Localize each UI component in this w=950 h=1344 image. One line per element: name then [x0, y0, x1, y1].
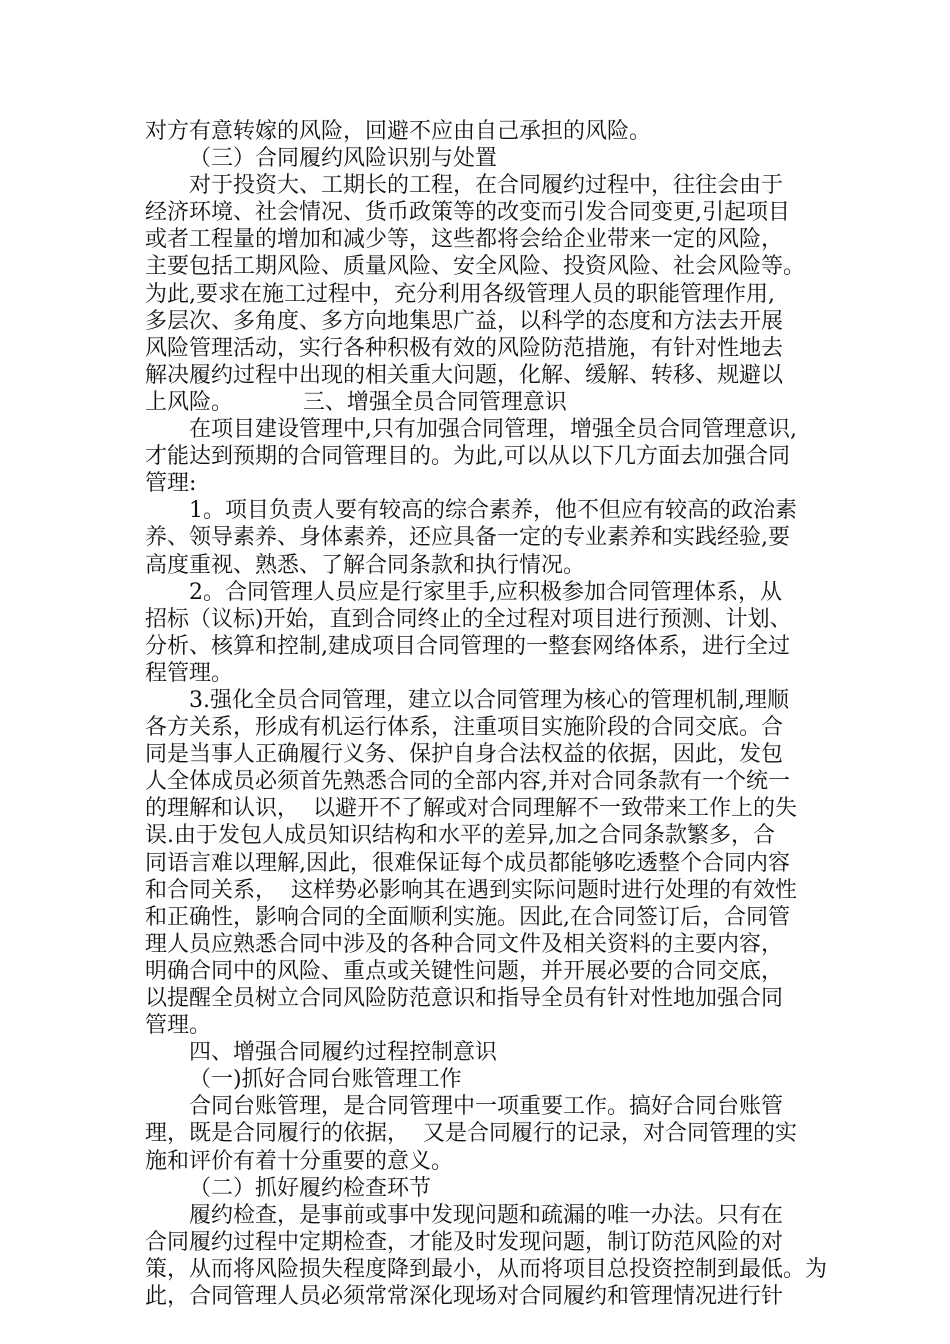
text-line: 招标（议标)开始，直到合同终止的全过程对项目进行预测、计划、	[145, 606, 792, 632]
text-line: 同是当事人正确履行义务、保护自身合法权益的依据，因此，发包	[145, 742, 784, 768]
text-line: 此，合同管理人员必须常常深化现场对合同履约和管理情况进行针	[145, 1284, 784, 1310]
text-line: 同语言难以理解,因此，很难保证每个成员都能够吃透整个合同内容	[145, 850, 790, 876]
text-line: 的理解和认识， 以避开不了解或对合同理解不一致带来工作上的失	[145, 796, 797, 822]
subsection-heading: （二）抓好履约检查环节	[189, 1175, 432, 1201]
text-line: 管理。	[145, 1013, 212, 1039]
text-line: 以提醒全员树立合同风险防范意识和指导全员有针对性地加强合同	[145, 986, 784, 1011]
text-line: 对方有意转嫁的风险，回避不应由自己承担的风险。	[145, 119, 652, 144]
text-line: 为此,要求在施工过程中，充分利用各级管理人员的职能管理作用,	[145, 281, 775, 307]
list-item-2: 2。合同管理人员应是行家里手,应积极参加合同管理体系，从	[189, 579, 782, 605]
text-line: 理人员应熟悉合同中涉及的各种合同文件及相关资料的主要内容，	[145, 931, 784, 957]
text-line: 在项目建设管理中,只有加强合同管理，增强全员合同管理意识,	[189, 417, 797, 443]
text-line: 或者工程量的增加和减少等，这些都将会给企业带来一定的风险，	[145, 227, 784, 253]
subsection-heading: （一)抓好合同台账管理工作	[189, 1067, 462, 1093]
text-line: 风险管理活动，实行各种积极有效的风险防范措施，有针对性地去	[145, 335, 784, 361]
text-line: 才能达到预期的合同管理目的。为此,可以从以下几方面去加强合同	[145, 444, 790, 470]
text-line: 管理:	[145, 471, 197, 497]
document-body	[145, 118, 828, 1310]
text-line: 策，从而将风险损失程度降到最小，从而将项目总投资控制到最低。为	[145, 1256, 828, 1282]
list-item-3: 3.强化全员合同管理，建立以合同管理为核心的管理机制,理顺	[189, 687, 789, 713]
text-line: 各方关系，形成有机运行体系，注重项目实施阶段的合同交底。合	[145, 715, 784, 741]
text-line: 主要包括工期风险、质量风险、安全风险、投资风险、社会风险等。	[145, 254, 806, 280]
text-line: 合同履约过程中定期检查，才能及时发现问题，制订防范风险的对	[145, 1229, 784, 1255]
text-line: 分析、核算和控制,建成项目合同管理的一整套网络体系，进行全过	[145, 633, 790, 659]
text-line: 对于投资大、工期长的工程，在合同履约过程中，往往会由于	[189, 173, 784, 199]
text-line: 理，既是合同履行的依据， 又是合同履行的记录，对合同管理的实	[145, 1121, 797, 1147]
text-line: 误.由于发包人成员知识结构和水平的差异,加之合同条款繁多，合	[145, 823, 775, 849]
text-line: 养、领导素养、身体素养，还应具备一定的专业素养和实践经验,要	[145, 525, 790, 551]
section-heading: 四、增强合同履约过程控制意识	[189, 1040, 498, 1066]
text-line: 和正确性，影响合同的全面顺利实施。因此,在合同签订后，合同管	[145, 904, 790, 930]
text-line: 解决履约过程中出现的相关重大问题，化解、缓解、转移、规避以	[145, 362, 784, 388]
text-line: 程管理。	[145, 660, 234, 686]
text-line: 人全体成员必须首先熟悉合同的全部内容,并对合同条款有一个统一	[145, 769, 790, 795]
text-line: 明确合同中的风险、重点或关键性问题，并开展必要的合同交底，	[145, 958, 784, 984]
list-item-1: 1。项目负责人要有较高的综合素养，他不但应有较高的政治素	[189, 498, 797, 524]
text-line: 履约检查，是事前或事中发现问题和疏漏的唯一办法。只有在	[189, 1202, 784, 1228]
text-line: 经济环境、社会情况、货币政策等的改变而引发合同变更,引起项目	[145, 200, 790, 226]
section-heading: （三）合同履约风险识别与处置	[189, 146, 498, 172]
text-line: 施和评价有着十分重要的意义。	[145, 1148, 454, 1174]
text-line-with-heading: 上风险。 三、增强全员合同管理意识	[145, 389, 567, 415]
text-line: 合同台账管理，是合同管理中一项重要工作。搞好合同台账管	[189, 1094, 784, 1120]
text-line: 高度重视、熟悉、了解合同条款和执行情况。	[145, 552, 586, 578]
text-line: 多层次、多角度、多方向地集思广益，以科学的态度和方法去开展	[145, 308, 784, 334]
text-line: 和合同关系， 这样势必影响其在遇到实际问题时进行处理的有效性	[145, 877, 797, 903]
